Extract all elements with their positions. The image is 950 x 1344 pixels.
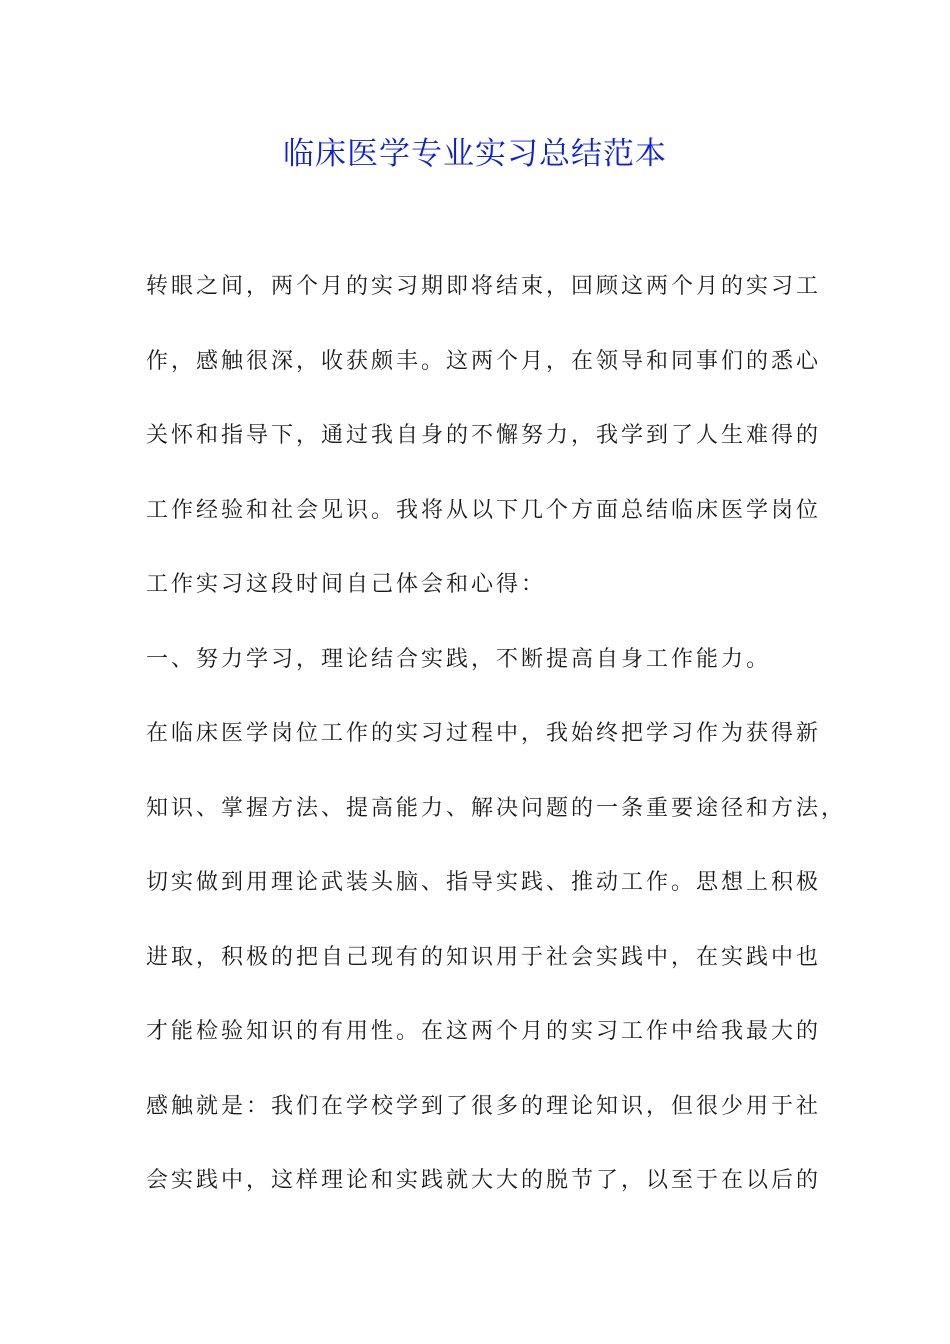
document-title: 临床医学专业实习总结范本: [283, 136, 667, 172]
document-body: [146, 250, 847, 1219]
body-line: 进取，积极的把自己现有的知识用于社会实践中，在实践中也: [146, 944, 822, 970]
body-line: 关怀和指导下，通过我自身的不懈努力，我学到了人生难得的: [146, 423, 822, 448]
body-line: 才能检验知识的有用性。在这两个月的实习工作中给我最大的: [146, 1019, 822, 1044]
body-line: 作，感触很深，收获颇丰。这两个月，在领导和同事们的悉心: [146, 348, 822, 374]
body-line: 转眼之间，两个月的实习期即将结束，回顾这两个月的实习工: [146, 274, 822, 299]
body-line: 切实做到用理论武装头脑、指导实践、推动工作。思想上积极: [146, 870, 822, 895]
body-line: 工作经验和社会见识。我将从以下几个方面总结临床医学岗位: [146, 497, 822, 523]
body-line: 工作实习这段时间自己体会和心得：: [146, 572, 547, 597]
body-line: 会实践中，这样理论和实践就大大的脱节了，以至于在以后的: [146, 1168, 822, 1193]
section-heading: 一、努力学习，理论结合实践，不断提高自身工作能力。: [146, 646, 772, 672]
body-line: 在临床医学岗位工作的实习过程中，我始终把学习作为获得新: [146, 721, 822, 746]
body-line: 感触就是：我们在学校学到了很多的理论知识，但很少用于社: [146, 1093, 822, 1119]
body-line: 知识、掌握方法、提高能力、解决问题的一条重要途径和方法，: [146, 795, 847, 821]
